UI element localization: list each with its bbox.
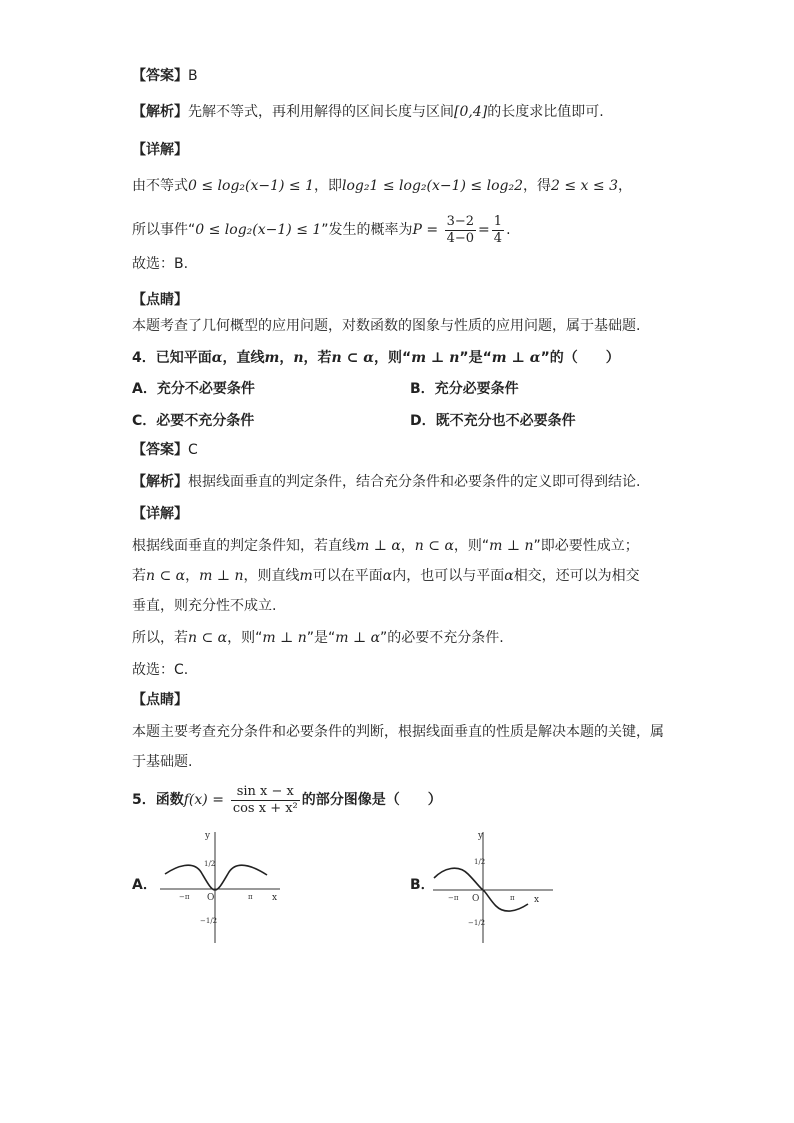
detail-text: 若 bbox=[132, 568, 146, 584]
answer-value: C bbox=[188, 442, 198, 458]
fraction-denominator: 4−0 bbox=[446, 230, 475, 246]
q5-option-b-label: B． bbox=[410, 877, 435, 893]
detail-text: ，得 bbox=[523, 178, 551, 194]
function-name: f(x) = bbox=[183, 792, 224, 808]
condition-expression: m ⊥ n bbox=[262, 630, 307, 646]
q4-comment-line-2: 于基础题. bbox=[132, 754, 193, 770]
stem-text: 5．函数 bbox=[132, 792, 184, 808]
curve bbox=[165, 865, 267, 890]
detail-text: 所以事件“ bbox=[132, 222, 196, 238]
answer-tag: 【答案】 bbox=[132, 68, 188, 84]
q4-option-d: D．既不充分也不必要条件 bbox=[410, 413, 576, 429]
stem-text: ，直线 bbox=[222, 350, 265, 366]
neg-half-tick-label: −1/2 bbox=[468, 919, 486, 927]
comment-tag: 【点睛】 bbox=[132, 292, 188, 308]
alpha-symbol: α bbox=[504, 568, 514, 584]
inequality: 2 ≤ x ≤ 3 bbox=[551, 178, 618, 194]
detail-text: ， bbox=[617, 178, 632, 194]
detail-text: . bbox=[506, 222, 511, 238]
y-axis-label: y bbox=[478, 831, 484, 841]
detail-tag: 【详解】 bbox=[132, 506, 188, 522]
detail-text: 内，也可以与平面 bbox=[392, 568, 505, 584]
q3-comment-tag-line bbox=[132, 290, 188, 310]
m-symbol: m bbox=[264, 350, 280, 366]
detail-text: 可以在平面 bbox=[312, 568, 383, 584]
stem-text: 4．已知平面 bbox=[132, 350, 212, 366]
fraction-numerator: 1 bbox=[493, 213, 503, 229]
q4-detail-line-4 bbox=[132, 628, 504, 648]
detail-text: 根据线面垂直的判定条件知，若直线 bbox=[132, 538, 356, 554]
analysis-text: 根据线面垂直的判定条件，结合充分条件和必要条件的定义即可得到结论. bbox=[188, 474, 641, 490]
condition-expression: n ⊂ α bbox=[331, 350, 374, 366]
q4-choose: 故选：C. bbox=[132, 662, 189, 678]
q3-detail-line-1 bbox=[132, 176, 632, 196]
detail-text: ，则“ bbox=[227, 630, 263, 646]
condition-expression: n ⊂ α bbox=[146, 568, 186, 584]
fraction-numerator: 3−2 bbox=[446, 213, 475, 229]
stem-text: ”的（ ） bbox=[540, 350, 620, 366]
detail-text: ，即 bbox=[314, 178, 343, 194]
pi-tick-label: π bbox=[510, 894, 515, 902]
alpha-symbol: α bbox=[382, 568, 393, 584]
half-tick-label: 1/2 bbox=[204, 860, 216, 868]
q3-choose: 故选：B. bbox=[132, 256, 189, 272]
q5-graph-b bbox=[428, 828, 558, 948]
q4-detail-line-1 bbox=[132, 536, 639, 556]
detail-text: ”即必要性成立； bbox=[533, 538, 639, 554]
equals-sign: = bbox=[478, 222, 490, 238]
q4-answer-line bbox=[132, 440, 198, 460]
analysis-text-b: 的长度求比值即可. bbox=[487, 104, 604, 120]
neg-half-tick-label: −1/2 bbox=[200, 917, 218, 925]
inequality: log₂1 ≤ log₂(x−1) ≤ log₂2 bbox=[342, 178, 523, 194]
q4-detail-line-2 bbox=[132, 566, 640, 586]
stem-text: 的部分图像是（ ） bbox=[301, 792, 442, 808]
detail-tag: 【详解】 bbox=[132, 142, 188, 158]
detail-text: ，则直线 bbox=[243, 568, 300, 584]
fraction-denominator: cos x + x² bbox=[232, 800, 298, 816]
fraction-1 bbox=[445, 214, 476, 247]
detail-text: 相交，还可以为相交 bbox=[513, 568, 640, 584]
y-axis-label: y bbox=[205, 831, 211, 841]
detail-text: ，则“ bbox=[453, 538, 490, 554]
q4-option-a: A．充分不必要条件 bbox=[132, 381, 255, 397]
q5-option-a-label: A． bbox=[132, 877, 157, 893]
detail-text: ”发生的概率为 bbox=[321, 222, 413, 238]
q3-detail-tag-line bbox=[132, 140, 188, 160]
detail-text: ”的必要不充分条件. bbox=[380, 630, 504, 646]
inequality: 0 ≤ log₂(x−1) ≤ 1 bbox=[188, 178, 315, 194]
neg-pi-tick-label: −π bbox=[448, 894, 459, 902]
q3-answer-line bbox=[132, 66, 198, 86]
q4-option-b: B．充分必要条件 bbox=[410, 381, 519, 397]
q4-detail-line-3: 垂直，则充分性不成立. bbox=[132, 598, 277, 614]
x-axis-label: x bbox=[272, 893, 278, 903]
event-expression: 0 ≤ log₂(x−1) ≤ 1 bbox=[195, 222, 322, 238]
condition-expression: m ⊥ n bbox=[489, 538, 534, 554]
q4-comment-line-1: 本题主要考查充分条件和必要条件的判断，根据线面垂直的性质是解决本题的关键，属 bbox=[132, 724, 664, 740]
condition-expression: m ⊥ α bbox=[491, 350, 541, 366]
q4-detail-tag-line bbox=[132, 504, 188, 524]
q4-stem bbox=[132, 348, 620, 368]
condition-expression: m ⊥ n bbox=[199, 568, 244, 584]
stem-text: ”是“ bbox=[459, 350, 492, 366]
pi-tick-label: π bbox=[248, 893, 253, 901]
q5-graph-a bbox=[155, 828, 285, 948]
q4-option-c: C．必要不充分条件 bbox=[132, 413, 255, 429]
condition-expression: m ⊥ α bbox=[356, 538, 401, 554]
q3-detail-line-2 bbox=[132, 212, 511, 248]
alpha-symbol: α bbox=[211, 350, 223, 366]
half-tick-label: 1/2 bbox=[474, 858, 486, 866]
analysis-tag: 【解析】 bbox=[132, 104, 188, 120]
origin-label: O bbox=[207, 893, 215, 903]
condition-expression: n ⊂ α bbox=[414, 538, 454, 554]
m-symbol: m bbox=[299, 568, 313, 584]
condition-expression: m ⊥ α bbox=[335, 630, 381, 646]
fraction-2 bbox=[492, 214, 504, 247]
analysis-tag: 【解析】 bbox=[132, 474, 188, 490]
condition-expression: m ⊥ n bbox=[411, 350, 460, 366]
interval: [0,4] bbox=[454, 104, 488, 120]
fraction-numerator: sin x − x bbox=[231, 784, 300, 801]
q5-stem bbox=[132, 780, 442, 820]
q4-comment-tag-line bbox=[132, 690, 188, 710]
n-symbol: n bbox=[293, 350, 304, 366]
detail-text: ”是“ bbox=[306, 630, 336, 646]
answer-value: B bbox=[188, 68, 198, 84]
q3-analysis-line bbox=[132, 102, 604, 122]
stem-text: ，则“ bbox=[373, 350, 412, 366]
origin-label: O bbox=[472, 894, 480, 904]
detail-text: 所以，若 bbox=[132, 630, 188, 646]
neg-pi-tick-label: −π bbox=[179, 893, 190, 901]
comment-tag: 【点睛】 bbox=[132, 692, 188, 708]
q3-comment: 本题考查了几何概型的应用问题，对数函数的图象与性质的应用问题，属于基础题. bbox=[132, 318, 641, 334]
stem-text: ，若 bbox=[303, 350, 332, 366]
detail-text: ， bbox=[185, 568, 200, 584]
answer-tag: 【答案】 bbox=[132, 442, 188, 458]
analysis-text-a: 先解不等式，再利用解得的区间长度与区间 bbox=[188, 104, 454, 120]
q4-analysis-line bbox=[132, 472, 640, 492]
fraction-denominator: 4 bbox=[493, 230, 503, 246]
condition-expression: n ⊂ α bbox=[188, 630, 228, 646]
detail-text: 由不等式 bbox=[132, 178, 188, 194]
x-axis-label: x bbox=[534, 895, 540, 905]
detail-text: ， bbox=[400, 538, 415, 554]
function-fraction bbox=[231, 784, 300, 817]
probability-symbol: P = bbox=[412, 222, 439, 238]
stem-text: ， bbox=[279, 350, 294, 366]
